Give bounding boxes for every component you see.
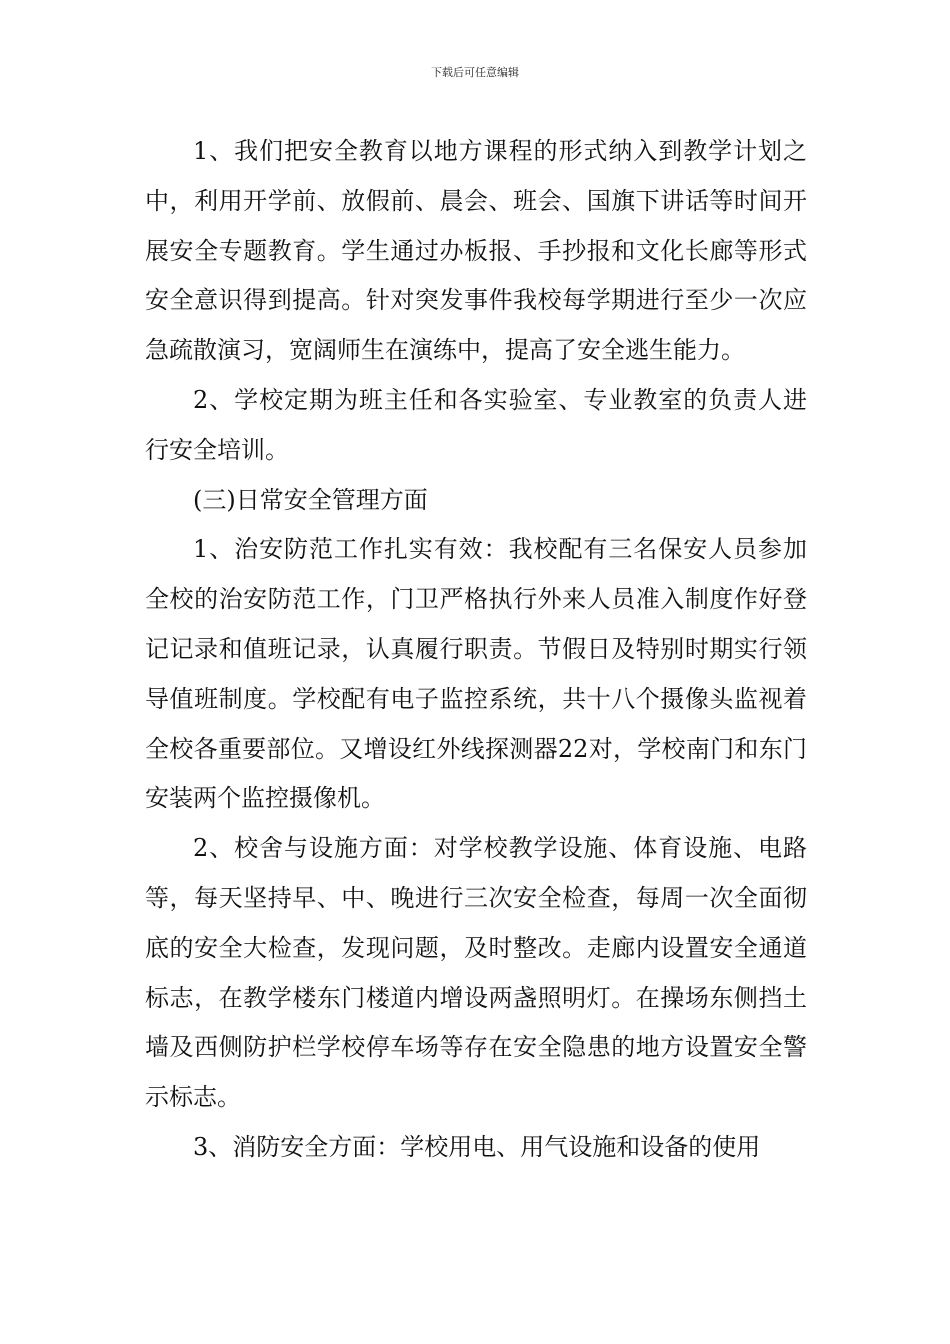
paragraph-safety-training: 2、学校定期为班主任和各实验室、专业教室的负责人进行安全培训。 [145,385,807,464]
document-body [145,127,807,1173]
paragraph-security-prevention: 1、治安防范工作扎实有效：我校配有三名保安人员参加全校的治安防范工作，门卫严格执行外来人员准入制度作好登记记录和值班记录，认真履行职责。节假日及特别时期实行领导值班制度。学校配有电子监控系统，共十八个摄像头监视着全校各重要部位。又增设红外线探测器22对，学校南门和东门安装两个监控摄像机。 [145,535,807,813]
page-header: 下载后可任意编辑 [431,66,519,79]
paragraph-facilities: 2、校舍与设施方面：对学校教学设施、体育设施、电路等，每天坚持早、中、晚进行三次安全检查，每周一次全面彻底的安全大检查，发现问题，及时整改。走廊内设置安全通道标志，在教学楼东门楼道内增设两盏照明灯。在操场东侧挡土墙及西侧防护栏学校停车场等存在安全隐患的地方设置安全警示标志。 [145,834,807,1112]
paragraph-fire-safety: 3、消防安全方面：学校用电、用气设施和设备的使用 [193,1132,761,1161]
section-heading-daily-management: (三)日常安全管理方面 [193,485,428,514]
paragraph-safety-education: 1、我们把安全教育以地方课程的形式纳入到教学计划之中，利用开学前、放假前、晨会、班会、国旗下讲话等时间开展安全专题教育。学生通过办板报、手抄报和文化长廊等形式安全意识得到提高。针对突发事件我校每学期进行至少一次应急疏散演习，宽阔师生在演练中，提高了安全逃生能力。 [145,137,807,365]
